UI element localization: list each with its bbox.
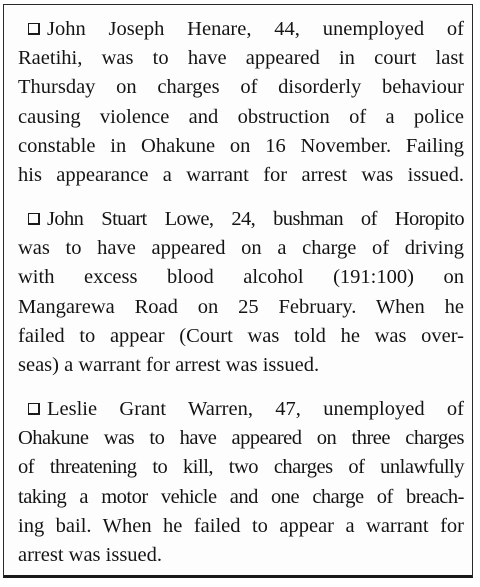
article-line: with excess blood alcohol (191:100) on [18,266,464,289]
article-line: John Stuart Lowe, 24, bushman of Horopito [47,208,464,230]
article-line: John Joseph Henare, 44, unemployed of [47,18,464,40]
article-line: was to have appeared on a charge of driving [18,237,464,260]
court-item-warren [18,395,464,570]
article-line: Thursday on charges of disorderly behaviour [18,76,464,99]
article-line: seas) a warrant for arrest was issued. [18,354,320,377]
article-line: ing bail. When he failed to appear a warrant for [18,514,464,537]
news-clipping [3,4,473,578]
article-line: Raetihi, was to have appeared in court last [18,47,464,70]
article-line: constable in Ohakune on 16 November. Failing [18,134,464,157]
court-item-lowe [18,205,464,380]
article-line: of threatening to kill, two charges of unlawfully [18,456,464,479]
article-line: his appearance a warrant for arrest was issued. [18,164,464,187]
checkbox-bullet-icon [28,23,40,35]
article-line: arrest was issued. [18,544,163,567]
article-line: failed to appear (Court was told he was over- [18,324,464,347]
checkbox-bullet-icon [28,403,40,415]
article-line: Mangarewa Road on 25 February. When he [18,295,464,318]
article-line: Leslie Grant Warren, 47, unemployed of [47,398,464,420]
article-line: taking a motor vehicle and one charge of breach- [18,485,464,508]
article-line: Ohakune was to have appeared on three charges [18,427,464,450]
court-item-henare [18,15,464,190]
checkbox-bullet-icon [28,213,40,225]
article-line: causing violence and obstruction of a police [18,105,464,128]
